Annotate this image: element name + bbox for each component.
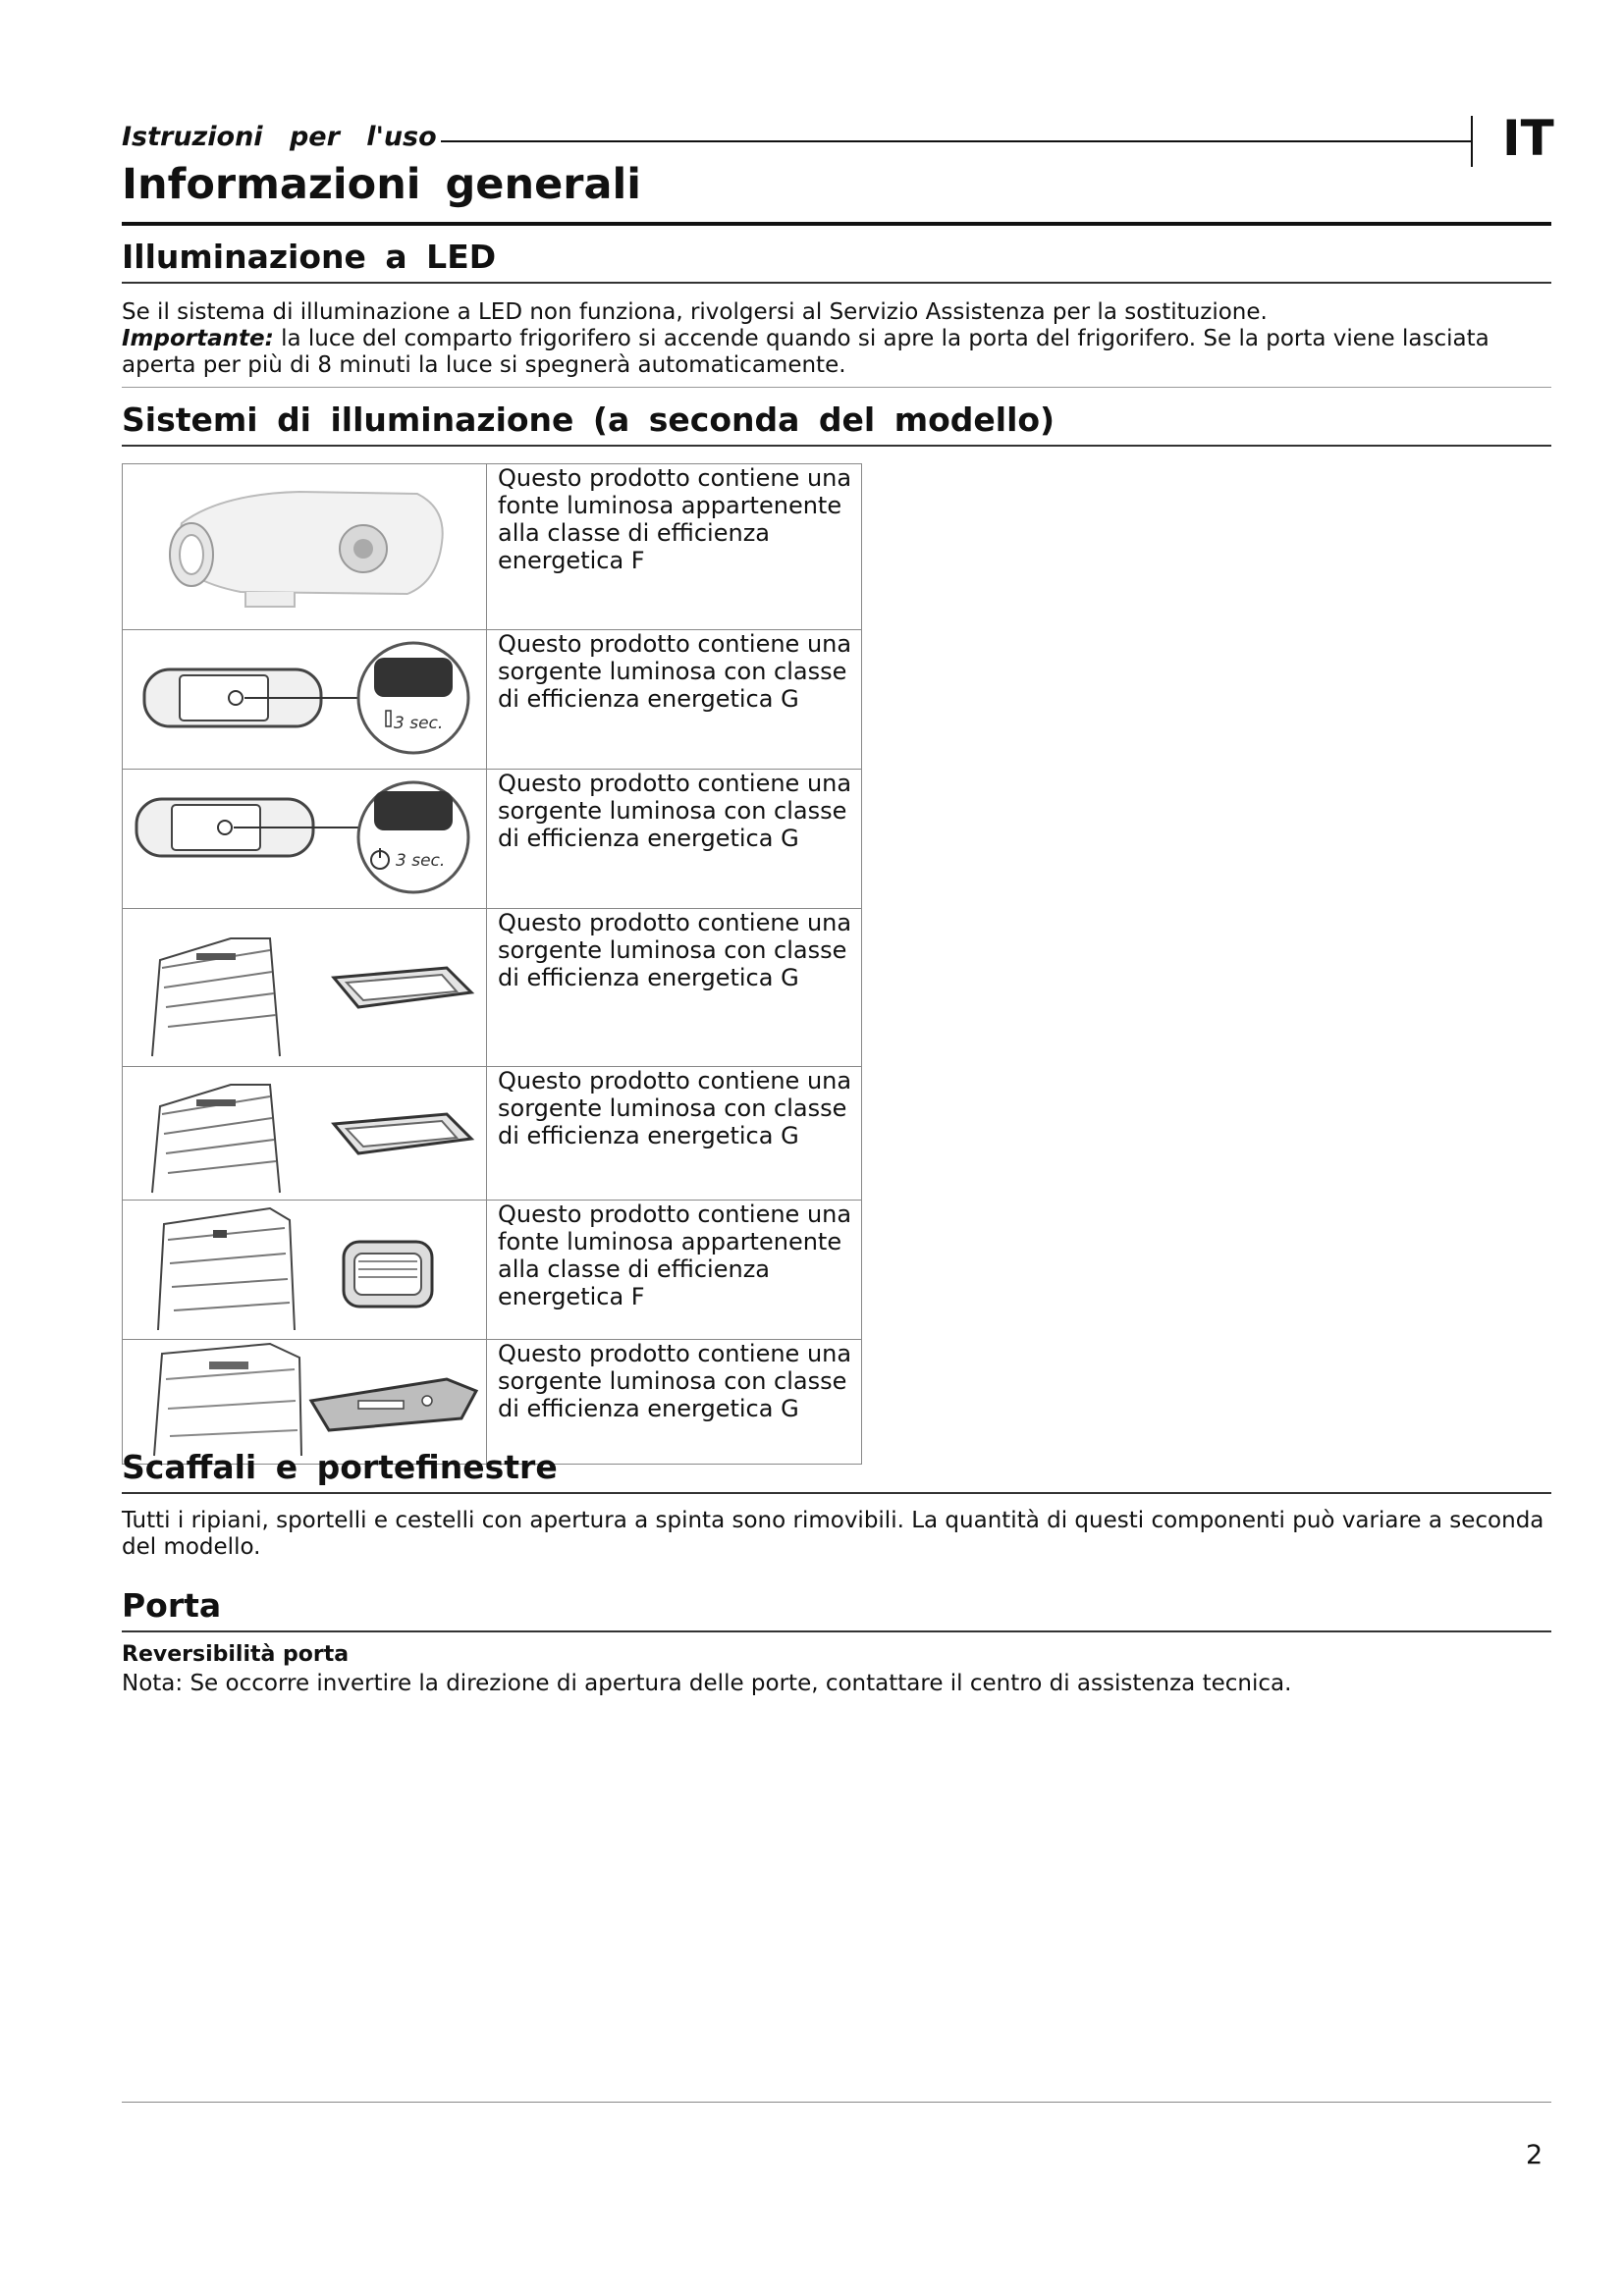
header-rule-end bbox=[1471, 116, 1473, 167]
section-divider bbox=[122, 387, 1551, 388]
hold-time-label: 3 sec. bbox=[396, 851, 446, 871]
table-row bbox=[123, 1067, 862, 1201]
important-text: la luce del comparto frigorifero si accende quando si apre la porta del frigorifero. Se la porta viene lasciata aperta per più di 8 minuti la luce si spegnerà automaticamente. bbox=[122, 326, 1489, 378]
section-heading-led: Illuminazione a LED bbox=[122, 238, 1551, 284]
lamp-description: Questo prodotto contiene una sorgente luminosa con classe di efficienza energetica G bbox=[487, 909, 862, 1067]
shelves-text: Tutti i ripiani, sportelli e cestelli con apertura a spinta sono rimovibili. La quantità di questi componenti può variare a seconda del modello. bbox=[122, 1508, 1544, 1560]
section-led bbox=[122, 238, 1551, 379]
table-row bbox=[123, 1340, 862, 1465]
lighting-table bbox=[122, 463, 862, 1465]
table-row bbox=[123, 630, 862, 770]
lamp-description: Questo prodotto contiene una fonte luminosa appartenente alla classe di efficienza energetica F bbox=[487, 1201, 862, 1340]
lamp-image bbox=[123, 909, 487, 1067]
important-label: Importante: bbox=[122, 326, 274, 351]
language-code: IT bbox=[1502, 110, 1554, 167]
title-rule bbox=[122, 222, 1551, 226]
section-shelves bbox=[122, 1448, 1551, 1561]
lamp-description: Questo prodotto contiene una sorgente luminosa con classe di efficienza energetica G bbox=[487, 770, 862, 909]
lamp-image bbox=[123, 770, 487, 909]
section-heading-shelves: Scaffali e portefinestre bbox=[122, 1448, 1551, 1494]
lamp-description: Questo prodotto contiene una sorgente luminosa con classe di efficienza energetica G bbox=[487, 1340, 862, 1465]
page-number: 2 bbox=[1526, 2140, 1543, 2170]
section-heading-lighting: Sistemi di illuminazione (a seconda del modello) bbox=[122, 400, 1551, 447]
page-title: Informazioni generali bbox=[122, 160, 641, 209]
hold-time-label: 3 sec. bbox=[394, 714, 444, 733]
led-text: Se il sistema di illuminazione a LED non funziona, rivolgersi al Servizio Assistenza per la sostituzione. bbox=[122, 299, 1268, 325]
section-heading-door: Porta bbox=[122, 1586, 1551, 1632]
table-row bbox=[123, 770, 862, 909]
lamp-image bbox=[123, 1067, 487, 1201]
footer-rule bbox=[122, 2102, 1551, 2103]
lamp-image bbox=[123, 1201, 487, 1340]
document-label: Istruzioni per l'uso bbox=[122, 122, 441, 152]
lamp-description: Questo prodotto contiene una sorgente luminosa con classe di efficienza energetica G bbox=[487, 1067, 862, 1201]
lamp-image bbox=[123, 1340, 487, 1465]
lamp-description: Questo prodotto contiene una fonte luminosa appartenente alla classe di efficienza energetica F bbox=[487, 464, 862, 630]
led-important bbox=[122, 326, 1551, 379]
table-row bbox=[123, 909, 862, 1067]
section-door bbox=[122, 1586, 1551, 1697]
door-text: Nota: Se occorre invertire la direzione di apertura delle porte, contattare il centro di assistenza tecnica. bbox=[122, 1671, 1292, 1696]
lamp-image bbox=[123, 630, 487, 770]
lamp-description: Questo prodotto contiene una sorgente luminosa con classe di efficienza energetica G bbox=[487, 630, 862, 770]
lamp-image bbox=[123, 464, 487, 630]
table-row bbox=[123, 1201, 862, 1340]
section-lighting-systems bbox=[122, 400, 1551, 447]
table-row bbox=[123, 464, 862, 630]
door-subheading: Reversibilità porta bbox=[122, 1642, 350, 1667]
